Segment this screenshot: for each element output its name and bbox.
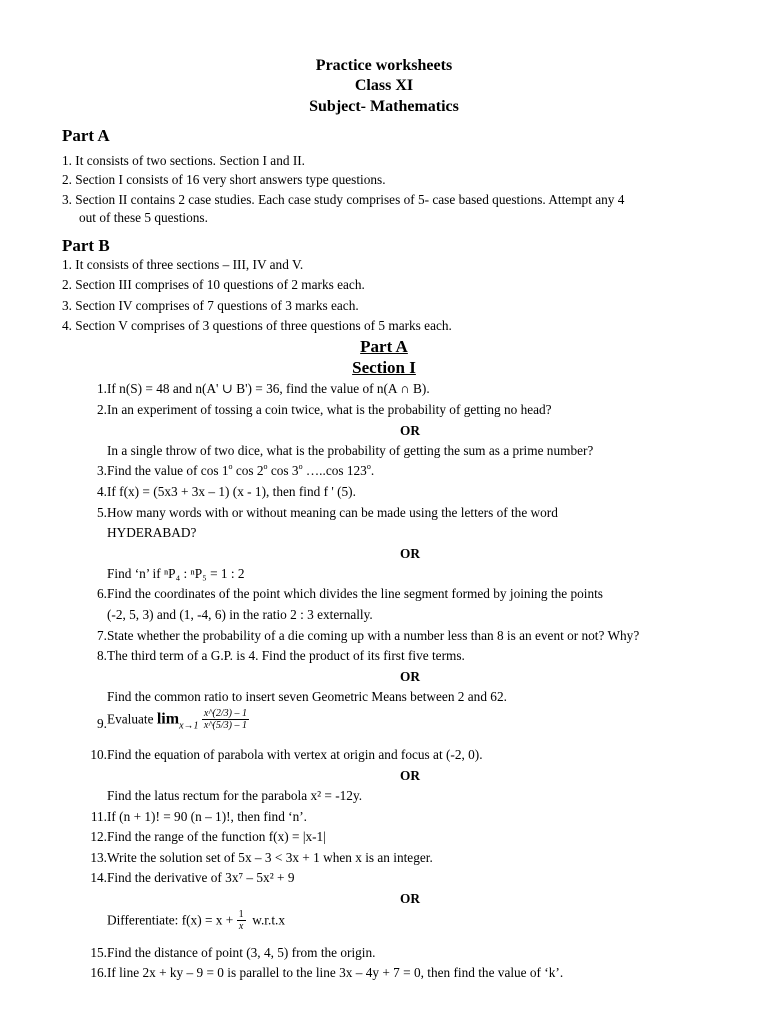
question-number: 10. (90, 747, 107, 762)
question-number: 1. (97, 381, 107, 396)
question-4: If f(x) = (5x3 + 3x – 1) (x - 1), then find f ' (5). (107, 484, 356, 499)
or-separator: OR (400, 891, 420, 906)
question-number: 13. (90, 850, 107, 865)
question-2-alternative: In a single throw of two dice, what is the probability of getting the sum as a prime number? (107, 443, 594, 458)
question-9: Evaluate $\lim_{x\to 1}$ $\frac{x\^{}(2/3) - 1}{x\^{}(5/3) - 1}$ (107, 708, 247, 732)
or-separator: OR (400, 546, 420, 561)
part-a-heading: Part A (62, 126, 110, 145)
question-number: 8. (97, 648, 107, 663)
worksheet-title: Practice worksheets (315, 57, 453, 74)
part-a-instruction: out of these 5 questions. (79, 210, 208, 225)
fraction: $\frac{1}{x}$ (238, 909, 244, 932)
or-separator: OR (400, 768, 420, 783)
question-6-continued: (-2, 5, 3) and (1, -4, 6) in the ratio 2 : 3 externally. (107, 607, 373, 622)
question-11: If (n + 1)! = 90 (n – 1)!, then find ‘n’. (107, 809, 307, 824)
question-number: 2. (97, 402, 107, 417)
question-number: 6. (97, 586, 107, 601)
or-separator: OR (400, 669, 420, 684)
question-5-continued: HYDERABAD? (107, 525, 197, 540)
question-5: How many words with or without meaning can be made using the letters of the word (107, 505, 558, 520)
part-b-instruction: 3. Section IV comprises of 7 questions of 3 marks each. (62, 298, 359, 313)
part-a-instruction: 3. Section II contains 2 case studies. Each case study comprises of 5- case based questions. Attempt any 4 (62, 192, 625, 207)
question-8: The third term of a G.P. is 4. Find the product of its first five terms. (107, 648, 465, 663)
question-12: Find the range of the function f(x) = |x-1| (107, 829, 326, 844)
question-13: Write the solution set of 5x – 3 < 3x + 1 when x is an integer. (107, 850, 433, 865)
part-b-instruction: 4. Section V comprises of 3 questions of three questions of 5 marks each. (62, 318, 452, 333)
question-15: Find the distance of point (3, 4, 5) from the origin. (107, 945, 376, 960)
part-b-instruction: 2. Section III comprises of 10 questions of 2 marks each. (62, 277, 365, 292)
question-10: Find the equation of parabola with vertex at origin and focus at (-2, 0). (107, 747, 483, 762)
part-b-instruction: 1. It consists of three sections – III, IV and V. (62, 257, 304, 272)
question-14: Find the derivative of 3x⁷ – 5x² + 9 (107, 870, 295, 885)
question-10-alternative: Find the latus rectum for the parabola x² = -12y. (107, 788, 363, 803)
question-number: 15. (90, 945, 107, 960)
question-number: 16. (90, 965, 107, 980)
question-2: In an experiment of tossing a coin twice, what is the probability of getting no head? (107, 402, 552, 417)
question-number: 3. (97, 463, 107, 478)
question-8-alternative: Find the common ratio to insert seven Geometric Means between 2 and 62. (107, 689, 507, 704)
question-1: If n(S) = 48 and n(A' ∪ B') = 36, find the value of n(A ∩ B). (107, 381, 430, 396)
question-3: Find the value of cos 1$^o$ cos 2$^o$ cos 3$^o$ …..cos 123$^o$. (107, 462, 375, 478)
subject-title: Subject- Mathematics (309, 98, 459, 115)
question-number: 14. (90, 870, 107, 885)
question-5-alternative: Find ‘n’ if ⁿP₄ : ⁿP₅ = 1 : 2 (107, 566, 245, 581)
part-a-instruction: 2. Section I consists of 16 very short answers type questions. (62, 172, 386, 187)
or-separator: OR (400, 423, 420, 438)
part-a-instruction: 1. It consists of two sections. Section I and II. (62, 153, 305, 168)
section-name-heading: Section I (352, 358, 416, 377)
part-b-heading: Part B (62, 236, 110, 255)
question-7: State whether the probability of a die coming up with a number less than 8 is an event or not? Why? (107, 628, 640, 643)
limit-fraction: $\frac{x\^{}(2/3) - 1}{x\^{}(5/3) - 1}$ (203, 708, 247, 731)
question-number: 11. (90, 809, 107, 824)
question-number: 4. (97, 484, 107, 499)
class-title: Class XI (354, 77, 414, 94)
question-number: 9. (97, 716, 107, 731)
question-number: 5. (97, 505, 107, 520)
section-part-heading: Part A (360, 337, 408, 356)
question-14-alternative: Differentiate: f(x) = x + $\frac{1}{x}$ w.r.t.x (107, 909, 285, 932)
question-number: 7. (97, 628, 107, 643)
question-16: If line 2x + ky – 9 = 0 is parallel to the line 3x – 4y + 7 = 0, then find the value of ‘k’. (107, 965, 564, 980)
question-6: Find the coordinates of the point which divides the line segment formed by joining the points (107, 586, 603, 601)
question-number: 12. (90, 829, 107, 844)
